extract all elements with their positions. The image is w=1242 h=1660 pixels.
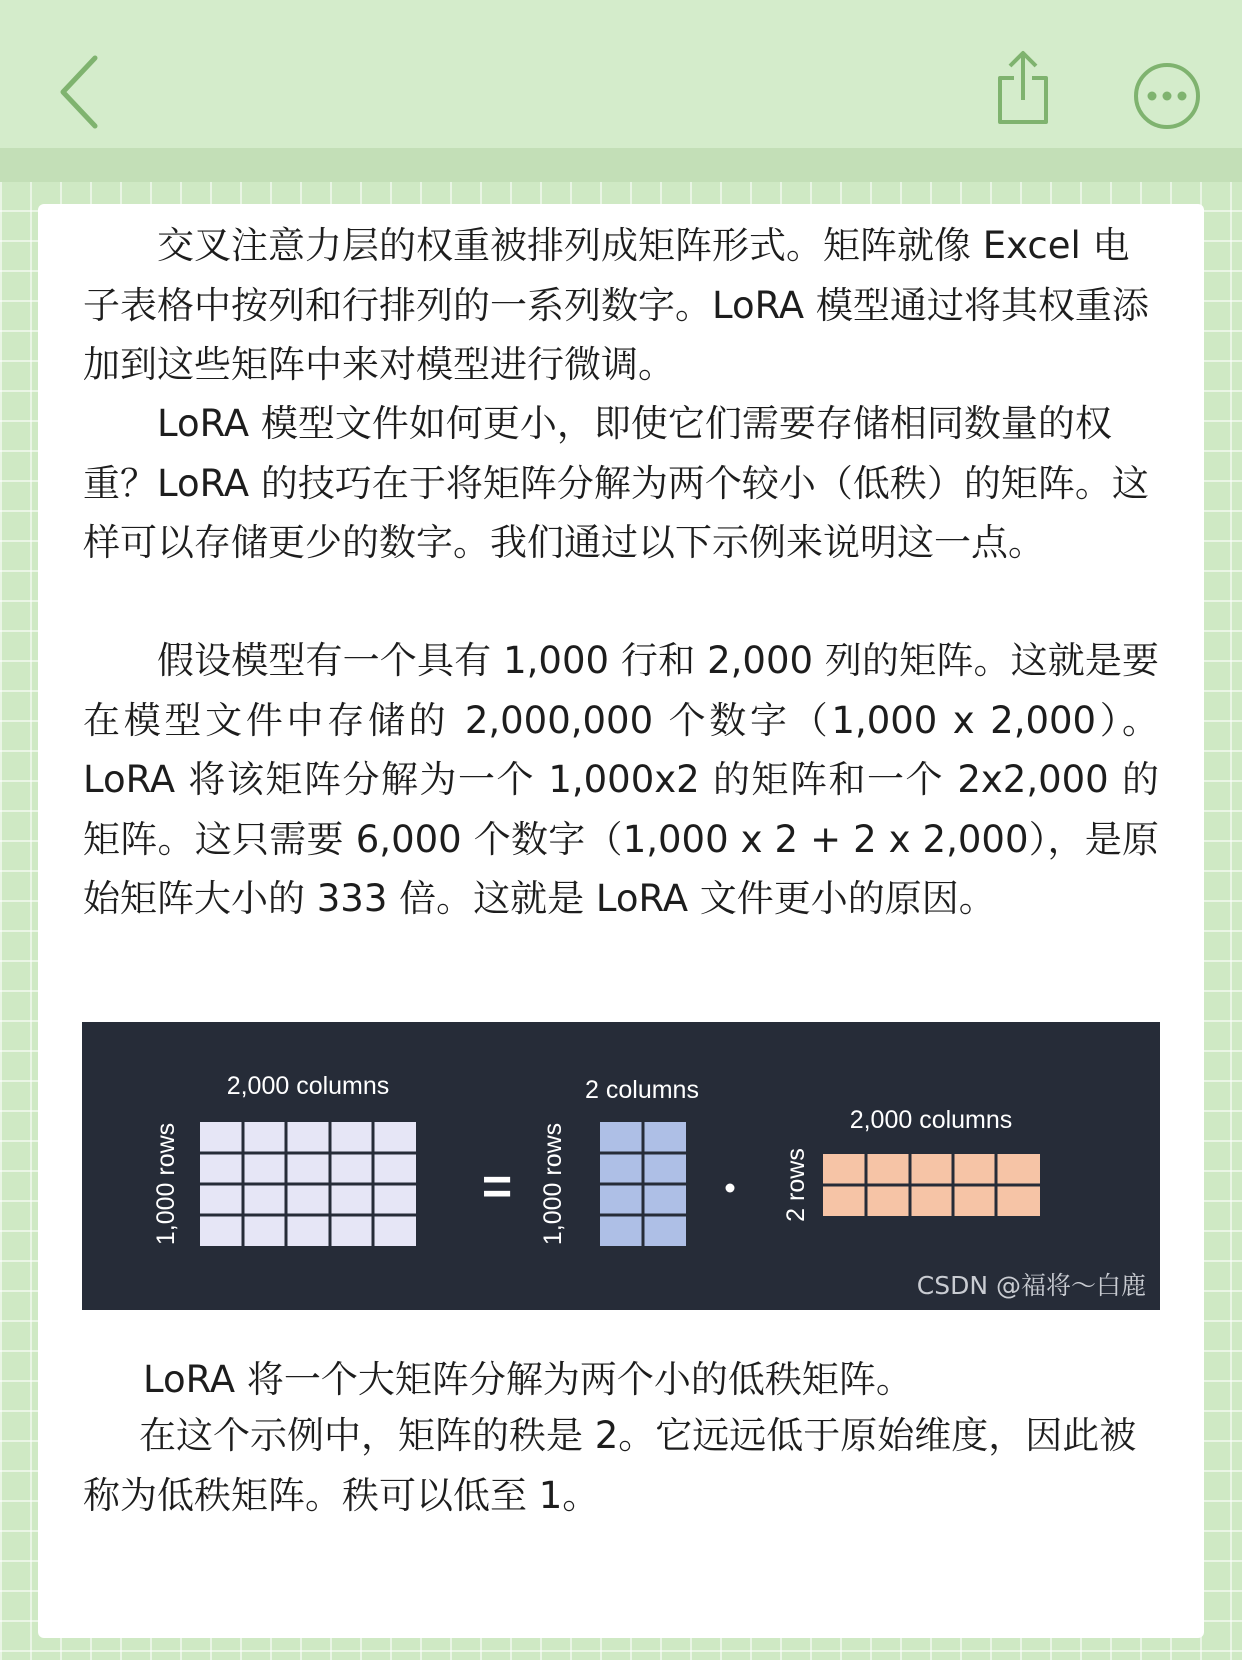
article-card (38, 204, 1204, 1638)
toolbar-divider (0, 148, 1242, 182)
middle-matrix-columns-label: 2 columns (585, 1076, 699, 1104)
chevron-left-icon[interactable] (55, 48, 115, 138)
dot-sign (726, 1184, 735, 1193)
paragraph-lora-smaller: LoRA 模型文件如何更小，即使它们需要存储相同数量的权重？LoRA 的技巧在于将矩阵分解为两个较小（低秩）的矩阵。这样可以存储更少的数字。我们通过以下示例来说明这一点。 (83, 402, 1149, 564)
paragraph-example: 假设模型有一个具有 1,000 行和 2,000 列的矩阵。这就是要在模型文件中存储的 2,000,000 个数字（1,000 x 2,000）。LoRA 将该矩阵分解为一个 1,000x2 的矩阵和一个 2x2,000 的矩阵。这只需要 6,000 个数字（1,000 x 2 + 2 x 2,000），是原始矩阵大小的 333 倍。这就是 LoRA 文件更小的原因。 (83, 639, 1159, 920)
left-matrix (200, 1122, 416, 1246)
csdn-watermark: CSDN @福将～白鹿 (916, 1271, 1146, 1300)
matrix-decomposition-figure (82, 1022, 1160, 1310)
left-matrix-rows-label: 1,000 rows (152, 1122, 180, 1246)
top-navigation-bar (0, 0, 1242, 148)
paragraph-rank-example: 在这个示例中，矩阵的秩是 2。它远远低于原始维度，因此被称为低秩矩阵。秩可以低至 1。 (83, 1414, 1137, 1517)
right-matrix-rows-label: 2 rows (782, 1148, 810, 1222)
paragraph-cross-attention: 交叉注意力层的权重被排列成矩阵形式。矩阵就像 Excel 电子表格中按列和行排列的一系列数字。LoRA 模型通过将其权重添加到这些矩阵中来对模型进行微调。 (83, 224, 1149, 386)
middle-matrix (600, 1122, 686, 1246)
more-dots-icon[interactable] (1132, 62, 1202, 132)
equals-sign: = (481, 1158, 513, 1216)
share-icon[interactable] (996, 48, 1056, 134)
paragraph-figure-caption: LoRA 将一个大矩阵分解为两个小的低秩矩阵。 (143, 1358, 913, 1401)
right-matrix-columns-label: 2,000 columns (849, 1106, 1013, 1134)
middle-matrix-rows-label: 1,000 rows (539, 1122, 567, 1246)
right-matrix (823, 1154, 1040, 1216)
left-matrix-columns-label: 2,000 columns (226, 1072, 390, 1100)
